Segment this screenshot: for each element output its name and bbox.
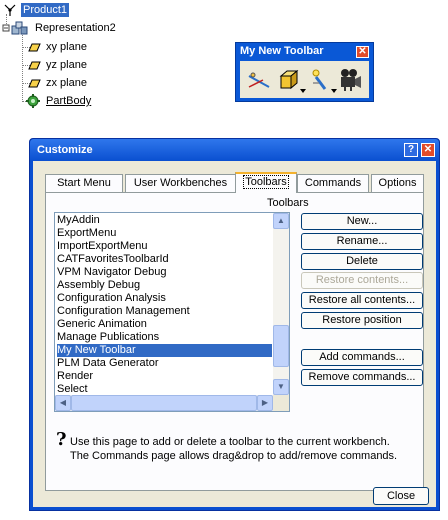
my-new-toolbar-window[interactable]: [235, 42, 374, 102]
tree-label-partbody: PartBody: [46, 95, 92, 107]
plane-icon: [25, 58, 41, 72]
tab-label: Commands: [304, 177, 362, 189]
close-button[interactable]: Close: [373, 487, 429, 505]
video-camera-icon[interactable]: [337, 67, 363, 93]
list-item[interactable]: Configuration Analysis: [57, 292, 166, 304]
vertical-scrollbar[interactable]: [273, 213, 289, 395]
tree-node-representation[interactable]: [2, 20, 118, 36]
new-button[interactable]: New...: [301, 213, 423, 230]
scroll-up-icon[interactable]: ▲: [273, 213, 289, 229]
toolbars-listbox[interactable]: [54, 212, 290, 412]
tree-label-xy-plane: xy plane: [46, 41, 87, 53]
remove-commands-button[interactable]: Remove commands...: [301, 369, 423, 386]
list-item-selected[interactable]: My New Toolbar: [57, 344, 272, 357]
tree-node-yz-plane[interactable]: [25, 57, 89, 73]
tree-node-partbody[interactable]: [25, 93, 93, 109]
tab-label: Toolbars: [245, 176, 287, 188]
tab-label: User Workbenches: [133, 177, 228, 189]
restore-contents-button: Restore contents...: [301, 272, 423, 289]
tab-commands[interactable]: [297, 174, 369, 192]
tab-label: Start Menu: [57, 177, 111, 189]
toolbar-close-button[interactable]: ✕: [356, 46, 369, 58]
list-item[interactable]: MyAddin: [57, 214, 100, 226]
toolbar-title: My New Toolbar: [240, 45, 324, 57]
light-pen-icon[interactable]: [307, 67, 333, 93]
tree-node-xy-plane[interactable]: [25, 39, 89, 55]
representation-icon: [2, 21, 30, 35]
dialog-client-area: [33, 161, 436, 507]
toolbar-body: [240, 61, 369, 98]
dialog-title: Customize: [37, 144, 93, 156]
tree-label-representation: Representation2: [35, 22, 116, 34]
specification-tree: [0, 0, 230, 112]
tree-node-zx-plane[interactable]: [25, 75, 89, 91]
dropdown-arrow-icon[interactable]: [331, 89, 337, 93]
scroll-corner: [273, 395, 289, 411]
list-item[interactable]: ImportExportMenu: [57, 240, 148, 252]
rename-button[interactable]: Rename...: [301, 233, 423, 250]
tab-options[interactable]: [371, 174, 424, 192]
scroll-left-icon[interactable]: ◀: [55, 395, 71, 411]
tab-user-workbenches[interactable]: [125, 174, 236, 192]
list-item[interactable]: Render: [57, 370, 94, 382]
scroll-right-icon[interactable]: ▶: [257, 395, 273, 411]
vertical-scroll-thumb[interactable]: [273, 325, 289, 367]
list-item[interactable]: PLM Data Generator: [57, 357, 159, 369]
list-item[interactable]: Configuration Management: [57, 305, 190, 317]
dialog-close-button[interactable]: ✕: [421, 143, 435, 157]
toolbars-group-label: Toolbars: [267, 197, 309, 209]
delete-button[interactable]: Delete: [301, 253, 423, 270]
list-item[interactable]: VPM Navigator Debug: [57, 266, 167, 278]
plane-icon: [25, 40, 41, 54]
help-button[interactable]: ?: [404, 143, 418, 157]
tree-label-yz-plane: yz plane: [46, 59, 87, 71]
dropdown-arrow-icon[interactable]: [300, 89, 306, 93]
question-mark-icon: ?: [56, 429, 67, 450]
horizontal-scroll-thumb[interactable]: [71, 395, 257, 411]
add-commands-button[interactable]: Add commands...: [301, 349, 423, 366]
info-box: [52, 429, 418, 475]
info-line-1: Use this page to add or delete a toolbar to the current workbench.: [70, 436, 390, 448]
box-solid-icon[interactable]: [276, 67, 302, 93]
dialog-titlebar[interactable]: [30, 139, 439, 161]
tab-toolbars[interactable]: [235, 172, 297, 193]
restore-all-contents-button[interactable]: Restore all contents...: [301, 292, 423, 309]
toolbars-tab-pane: [45, 192, 424, 491]
plane-icon: [25, 76, 41, 90]
tab-label: Options: [378, 177, 417, 189]
tab-start-menu[interactable]: [45, 174, 123, 192]
list-item[interactable]: Select: [57, 383, 88, 395]
partbody-gear-icon: [25, 94, 41, 108]
list-item[interactable]: Generic Animation: [57, 318, 147, 330]
sketch-line-icon[interactable]: [246, 67, 272, 93]
list-item[interactable]: Assembly Debug: [57, 279, 141, 291]
restore-position-button[interactable]: Restore position: [301, 312, 423, 329]
list-item[interactable]: CATFavoritesToolbarId: [57, 253, 169, 265]
customize-dialog: [29, 138, 440, 511]
tree-node-product[interactable]: [2, 2, 69, 18]
info-line-2: The Commands page allows drag&drop to add/remove commands.: [70, 450, 398, 462]
tree-label-zx-plane: zx plane: [46, 77, 87, 89]
product-icon: [2, 3, 18, 17]
tree-label-product: Product1: [23, 4, 68, 16]
horizontal-scrollbar[interactable]: [55, 395, 273, 411]
list-item[interactable]: ExportMenu: [57, 227, 117, 239]
scroll-down-icon[interactable]: ▼: [273, 379, 289, 395]
list-item[interactable]: Manage Publications: [57, 331, 160, 343]
